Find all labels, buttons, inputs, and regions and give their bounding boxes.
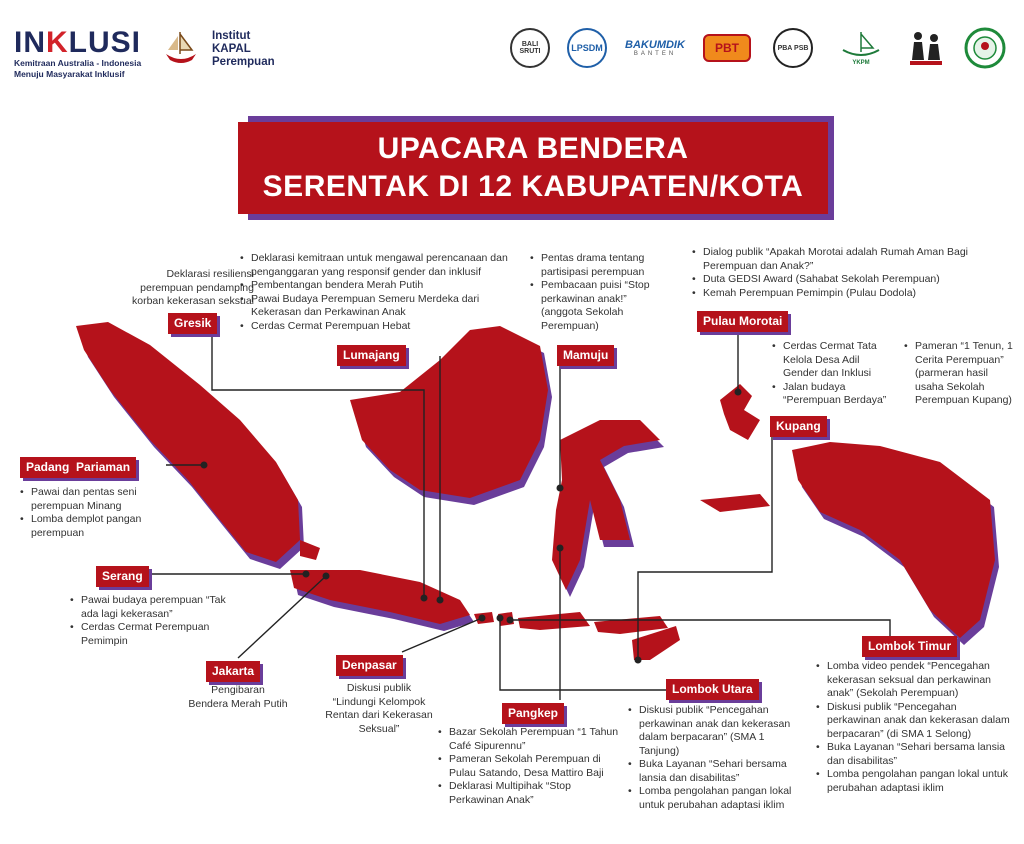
inklusi-subtitle-1: Kemitraan Australia - Indonesia: [14, 58, 142, 68]
bangka-island: [300, 540, 320, 560]
denpasar-description: Diskusi publik “Lindungi Kelompok Rentan dari Kekerasan Seksual”: [325, 682, 433, 735]
jakarta-line: [238, 576, 326, 658]
list-item: • Lomba pengolahan pangan lokal untuk perubahan adaptasi iklim: [816, 768, 1012, 795]
serang-activities: [70, 594, 230, 648]
padang-pariaman-activities: [20, 486, 158, 540]
list-item: • Deklarasi Multipihak “Stop Perkawinan Anak”: [438, 780, 622, 807]
title-line-2: SERENTAK DI 12 KABUPATEN/KOTA: [262, 170, 804, 203]
list-item: • Diskusi publik “Pencegahan perkawinan anak dan kekerasan dalam berpacaran” (di SMA 1 Selong): [816, 701, 1012, 742]
denpasar-label: Denpasar: [336, 655, 403, 676]
morotai-label: Pulau Morotai: [697, 311, 788, 332]
list-item: • Lomba demplot pangan perempuan: [20, 513, 158, 540]
list-item: • Pawai budaya perempuan “Tak ada lagi kekerasan”: [70, 594, 230, 621]
list-item: • Pameran “1 Tenun, 1 Cerita Perempuan” (parmeran hasil usaha Sekolah Perempuan Kupang): [904, 340, 1016, 408]
pangkep-label: Pangkep: [502, 703, 564, 724]
jakarta-label: Jakarta: [206, 661, 260, 682]
lpsdm-logo: LPSDM: [562, 26, 612, 70]
ykpm-logo: YKPM: [834, 26, 888, 70]
list-item: • Cerdas Cermat Perempuan Pemimpin: [70, 621, 230, 648]
bakumdik-logo: BAKUMDIK BANTEN: [625, 39, 685, 57]
sumbawa-island: [518, 612, 590, 630]
seram-island: [700, 494, 770, 512]
gresik-label: Gresik: [168, 313, 217, 334]
list-item: • Pembacaan puisi “Stop perkawinan anak!” (anggota Sekolah Perempuan): [530, 279, 664, 333]
list-item: • Dialog publik “Apakah Morotai adalah Rumah Aman Bagi Perempuan dan Anak?”: [692, 246, 982, 273]
lumajang-label: Lumajang: [337, 345, 406, 366]
gresik-description: Deklarasi resiliensi perempuan pendamping korban kekerasan seksual: [132, 268, 254, 307]
flores-island: [594, 616, 668, 634]
list-item: • Pembentangan bendera Merah Putih: [240, 279, 522, 293]
list-item: • Cerdas Cermat Tata Kelola Desa Adil Gender dan Inklusi: [772, 340, 896, 381]
list-item: • Diskusi publik “Pencegahan perkawinan anak dan kekerasan dalam berpacaran” (SMA 1 Tanjung): [628, 704, 804, 758]
inklusi-subtitle-2: Menuju Masyarakat Inklusif: [14, 69, 125, 79]
list-item: • Jalan budaya “Perempuan Berdaya”: [772, 381, 896, 408]
list-item: • Cerdas Cermat Perempuan Hebat: [240, 320, 522, 334]
list-item: • Buka Layanan “Sehari bersama lansia dan disabilitas”: [816, 741, 1012, 768]
mamuju-activities: [530, 252, 664, 333]
jakarta-description: Pengibaran Bendera Merah Putih: [188, 684, 288, 710]
list-item: • Deklarasi kemitraan untuk mengawal perencanaan dan penganggaran yang responsif gender dan inklusif: [240, 252, 522, 279]
padang-pariaman-label: Padang Pariaman: [20, 457, 136, 478]
lombok-timur-activities: [816, 660, 1012, 795]
lombok-utara-label: Lombok Utara: [666, 679, 759, 700]
list-item: • Lomba video pendek “Pencegahan kekerasan seksual dan perkawinan anak” (Sekolah Perempuan): [816, 660, 1012, 701]
serang-label: Serang: [96, 566, 149, 587]
kupang-activities-a: [772, 340, 896, 408]
list-item: • Bazar Sekolah Perempuan “1 Tahun Café Sipurennu”: [438, 726, 622, 753]
bali-sruti-logo: BALI SRUTI: [508, 26, 552, 70]
list-item: • Duta GEDSI Award (Sahabat Sekolah Perempuan): [692, 273, 982, 287]
lombok-utara-activities: [628, 704, 804, 812]
kapal-name: Institut KAPAL Perempuan: [212, 30, 275, 68]
pbt-logo: PBT: [698, 26, 756, 70]
inklusi-wordmark: INKLUSI: [14, 26, 142, 59]
mamuju-label: Mamuju: [557, 345, 614, 366]
kupang-activities-b: [904, 340, 1016, 408]
papua-island: [792, 442, 995, 638]
list-item: • Kemah Perempuan Pemimpin (Pulau Dodola): [692, 287, 982, 301]
list-item: • Buka Layanan “Sehari bersama lansia dan disabilitas”: [628, 758, 804, 785]
lumajang-activities: [240, 252, 522, 333]
kupang-label: Kupang: [770, 416, 827, 437]
morotai-activities: [692, 246, 982, 300]
list-item: • Pameran Sekolah Perempuan di Pulau Satando, Desa Mattiro Baji: [438, 753, 622, 780]
title-line-1: UPACARA BENDERA: [377, 132, 689, 165]
list-item: • Lomba pengolahan pangan lokal untuk perubahan adaptasi iklim: [628, 785, 804, 812]
list-item: • Pentas drama tentang partisipasi perempuan: [530, 252, 664, 279]
pba-psb-logo: PBA PSB: [770, 26, 816, 70]
pangkep-activities: [438, 726, 622, 807]
lombok-timur-label: Lombok Timur: [862, 636, 957, 657]
list-item: • Pawai Budaya Perempuan Semeru Merdeka dari Kekerasan dan Perkawinan Anak: [240, 293, 522, 320]
list-item: • Pawai dan pentas seni perempuan Minang: [20, 486, 158, 513]
